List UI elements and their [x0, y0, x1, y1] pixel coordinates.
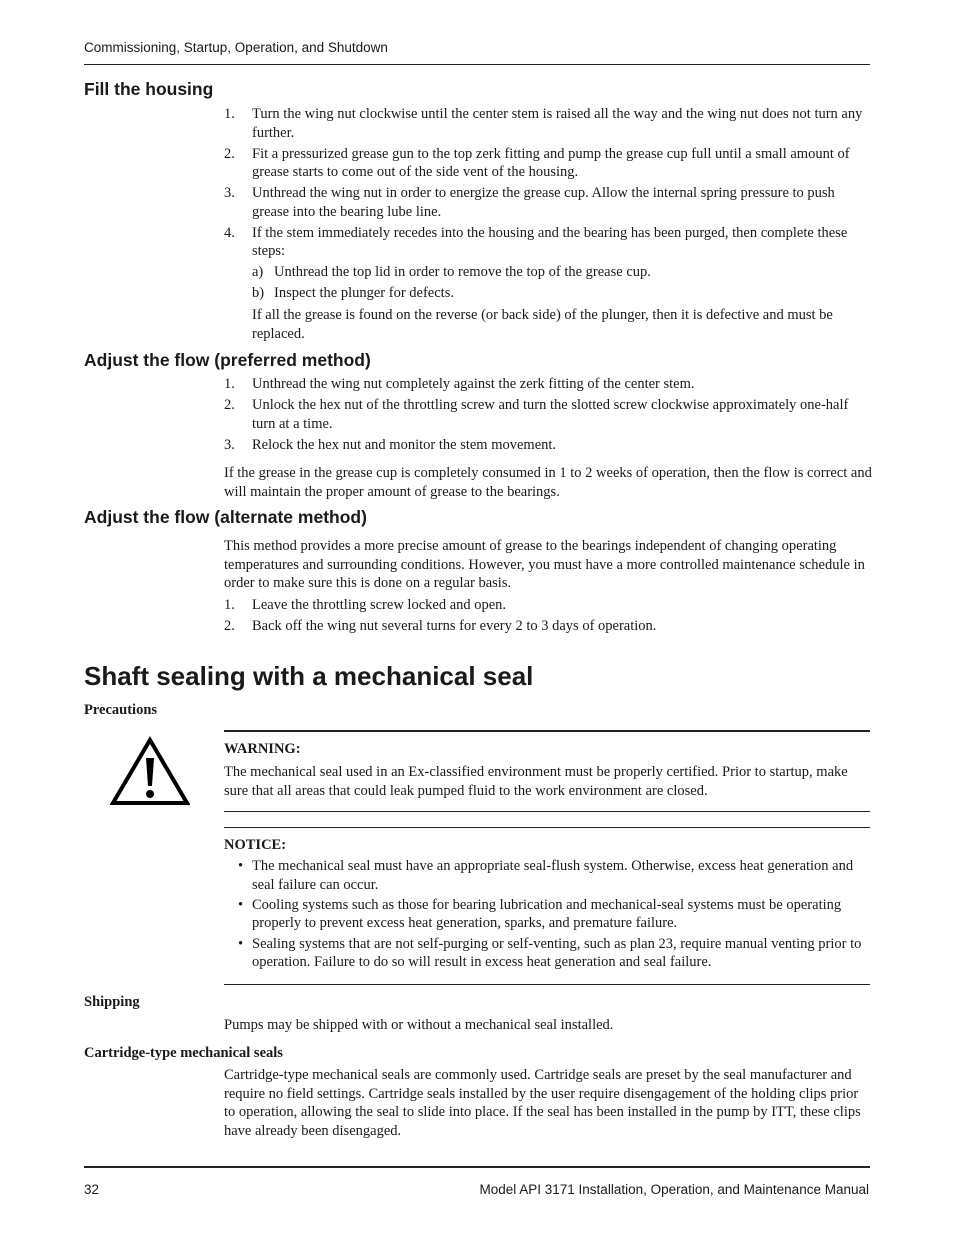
heading-adjust-alternate: Adjust the flow (alternate method) — [84, 507, 367, 527]
list-item: 2. Unlock the hex nut of the throttling screw and turn the slotted screw clockwise approximately one-half turn at a time. — [224, 396, 849, 432]
list-item: • Sealing systems that are not self-purging or self-venting, such as plan 23, require manual venting prior to operation. Failure to do so will result in excess heat generation and seal failure. — [238, 935, 862, 971]
page-number: 32 — [84, 1182, 100, 1197]
list-item: 4. If the stem immediately recedes into the housing and the bearing has been purged, then complete these steps: — [224, 224, 848, 260]
notice-bottom-rule — [224, 984, 870, 985]
shipping-text: Pumps may be shipped with or without a mechanical seal installed. — [224, 1017, 614, 1033]
cartridge-text: Cartridge-type mechanical seals are commonly used. Cartridge seals are preset by the seal manufacturer and require no field settings. Cartridge seals installed by the user require disengagement of the holding clips prior to operation, allowing the seal to slide into place. If the seal has been installed in the pump by ITT, these clips have already been disengaged. — [224, 1067, 861, 1139]
adjust-preferred-note: If the grease in the grease cup is completely consumed in 1 to 2 weeks of operation, then the flow is correct and will maintain the proper amount of grease to the bearings. — [224, 465, 872, 500]
precautions-label: Precautions — [84, 702, 158, 718]
fill-housing-steps — [224, 105, 864, 263]
list-item: • Cooling systems such as those for bearing lubrication and mechanical-seal systems must be operating properly to prevent excess heat generation, sparks, and premature failure. — [238, 896, 842, 932]
list-item: • The mechanical seal must have an appropriate seal-flush system. Otherwise, excess heat generation and seal failure can occur. — [238, 858, 854, 893]
warning-top-rule — [224, 730, 870, 732]
list-item: 1. Unthread the wing nut completely against the zerk fitting of the center stem. — [224, 376, 695, 392]
heading-shaft-sealing: Shaft sealing with a mechanical seal — [84, 661, 534, 691]
warning-triangle-icon — [110, 736, 190, 806]
adjust-alternate-steps — [224, 596, 864, 638]
running-header: Commissioning, Startup, Operation, and Shutdown — [84, 40, 388, 55]
substep-b: b) Inspect the plunger for defects. — [252, 285, 454, 301]
notice-label: NOTICE: — [224, 837, 287, 853]
substep-note: If all the grease is found on the reverse (or back side) of the plunger, then it is defective and must be replaced. — [252, 307, 833, 342]
adjust-preferred-steps — [224, 375, 864, 457]
header-rule — [84, 64, 870, 65]
warning-bottom-rule — [224, 811, 870, 812]
warning-text: The mechanical seal used in an Ex-classified environment must be properly certified. Prior to startup, make sure that all areas that could leak pumped fluid to the work environment are closed. — [224, 764, 848, 799]
list-item: 2. Fit a pressurized grease gun to the top zerk fitting and pump the grease cup full until a small amount of grease starts to come out of the side vent of the housing. — [224, 145, 850, 181]
substep-a: a) Unthread the top lid in order to remove the top of the grease cup. — [252, 264, 651, 280]
list-item: 3. Unthread the wing nut in order to energize the grease cup. Allow the internal spring pressure to push grease into the bearing lube line. — [224, 185, 835, 220]
list-item: 1. Leave the throttling screw locked and open. — [224, 597, 507, 613]
cartridge-label: Cartridge-type mechanical seals — [84, 1045, 283, 1061]
list-item: 1. Turn the wing nut clockwise until the center stem is raised all the way and the wing nut does not turn any further. — [224, 106, 863, 141]
heading-adjust-preferred: Adjust the flow (preferred method) — [84, 350, 371, 370]
list-item: 3. Relock the hex nut and monitor the stem movement. — [224, 436, 557, 453]
footer-manual-title: Model API 3171 Installation, Operation, and Maintenance Manual — [479, 1182, 869, 1197]
footer-rule — [84, 1166, 870, 1168]
adjust-alternate-intro: This method provides a more precise amount of grease to the bearings independent of changing operating temperatures and surrounding conditions. However, you must have a more controlled maintenance schedule in order to make sure this is done on a regular basis. — [224, 538, 865, 592]
notice-top-rule — [224, 827, 870, 828]
notice-bullets — [224, 857, 870, 973]
warning-label: WARNING: — [224, 741, 301, 757]
list-item: 2. Back off the wing nut several turns for every 2 to 3 days of operation. — [224, 617, 657, 634]
heading-fill-housing: Fill the housing — [84, 79, 214, 99]
shipping-label: Shipping — [84, 994, 140, 1010]
